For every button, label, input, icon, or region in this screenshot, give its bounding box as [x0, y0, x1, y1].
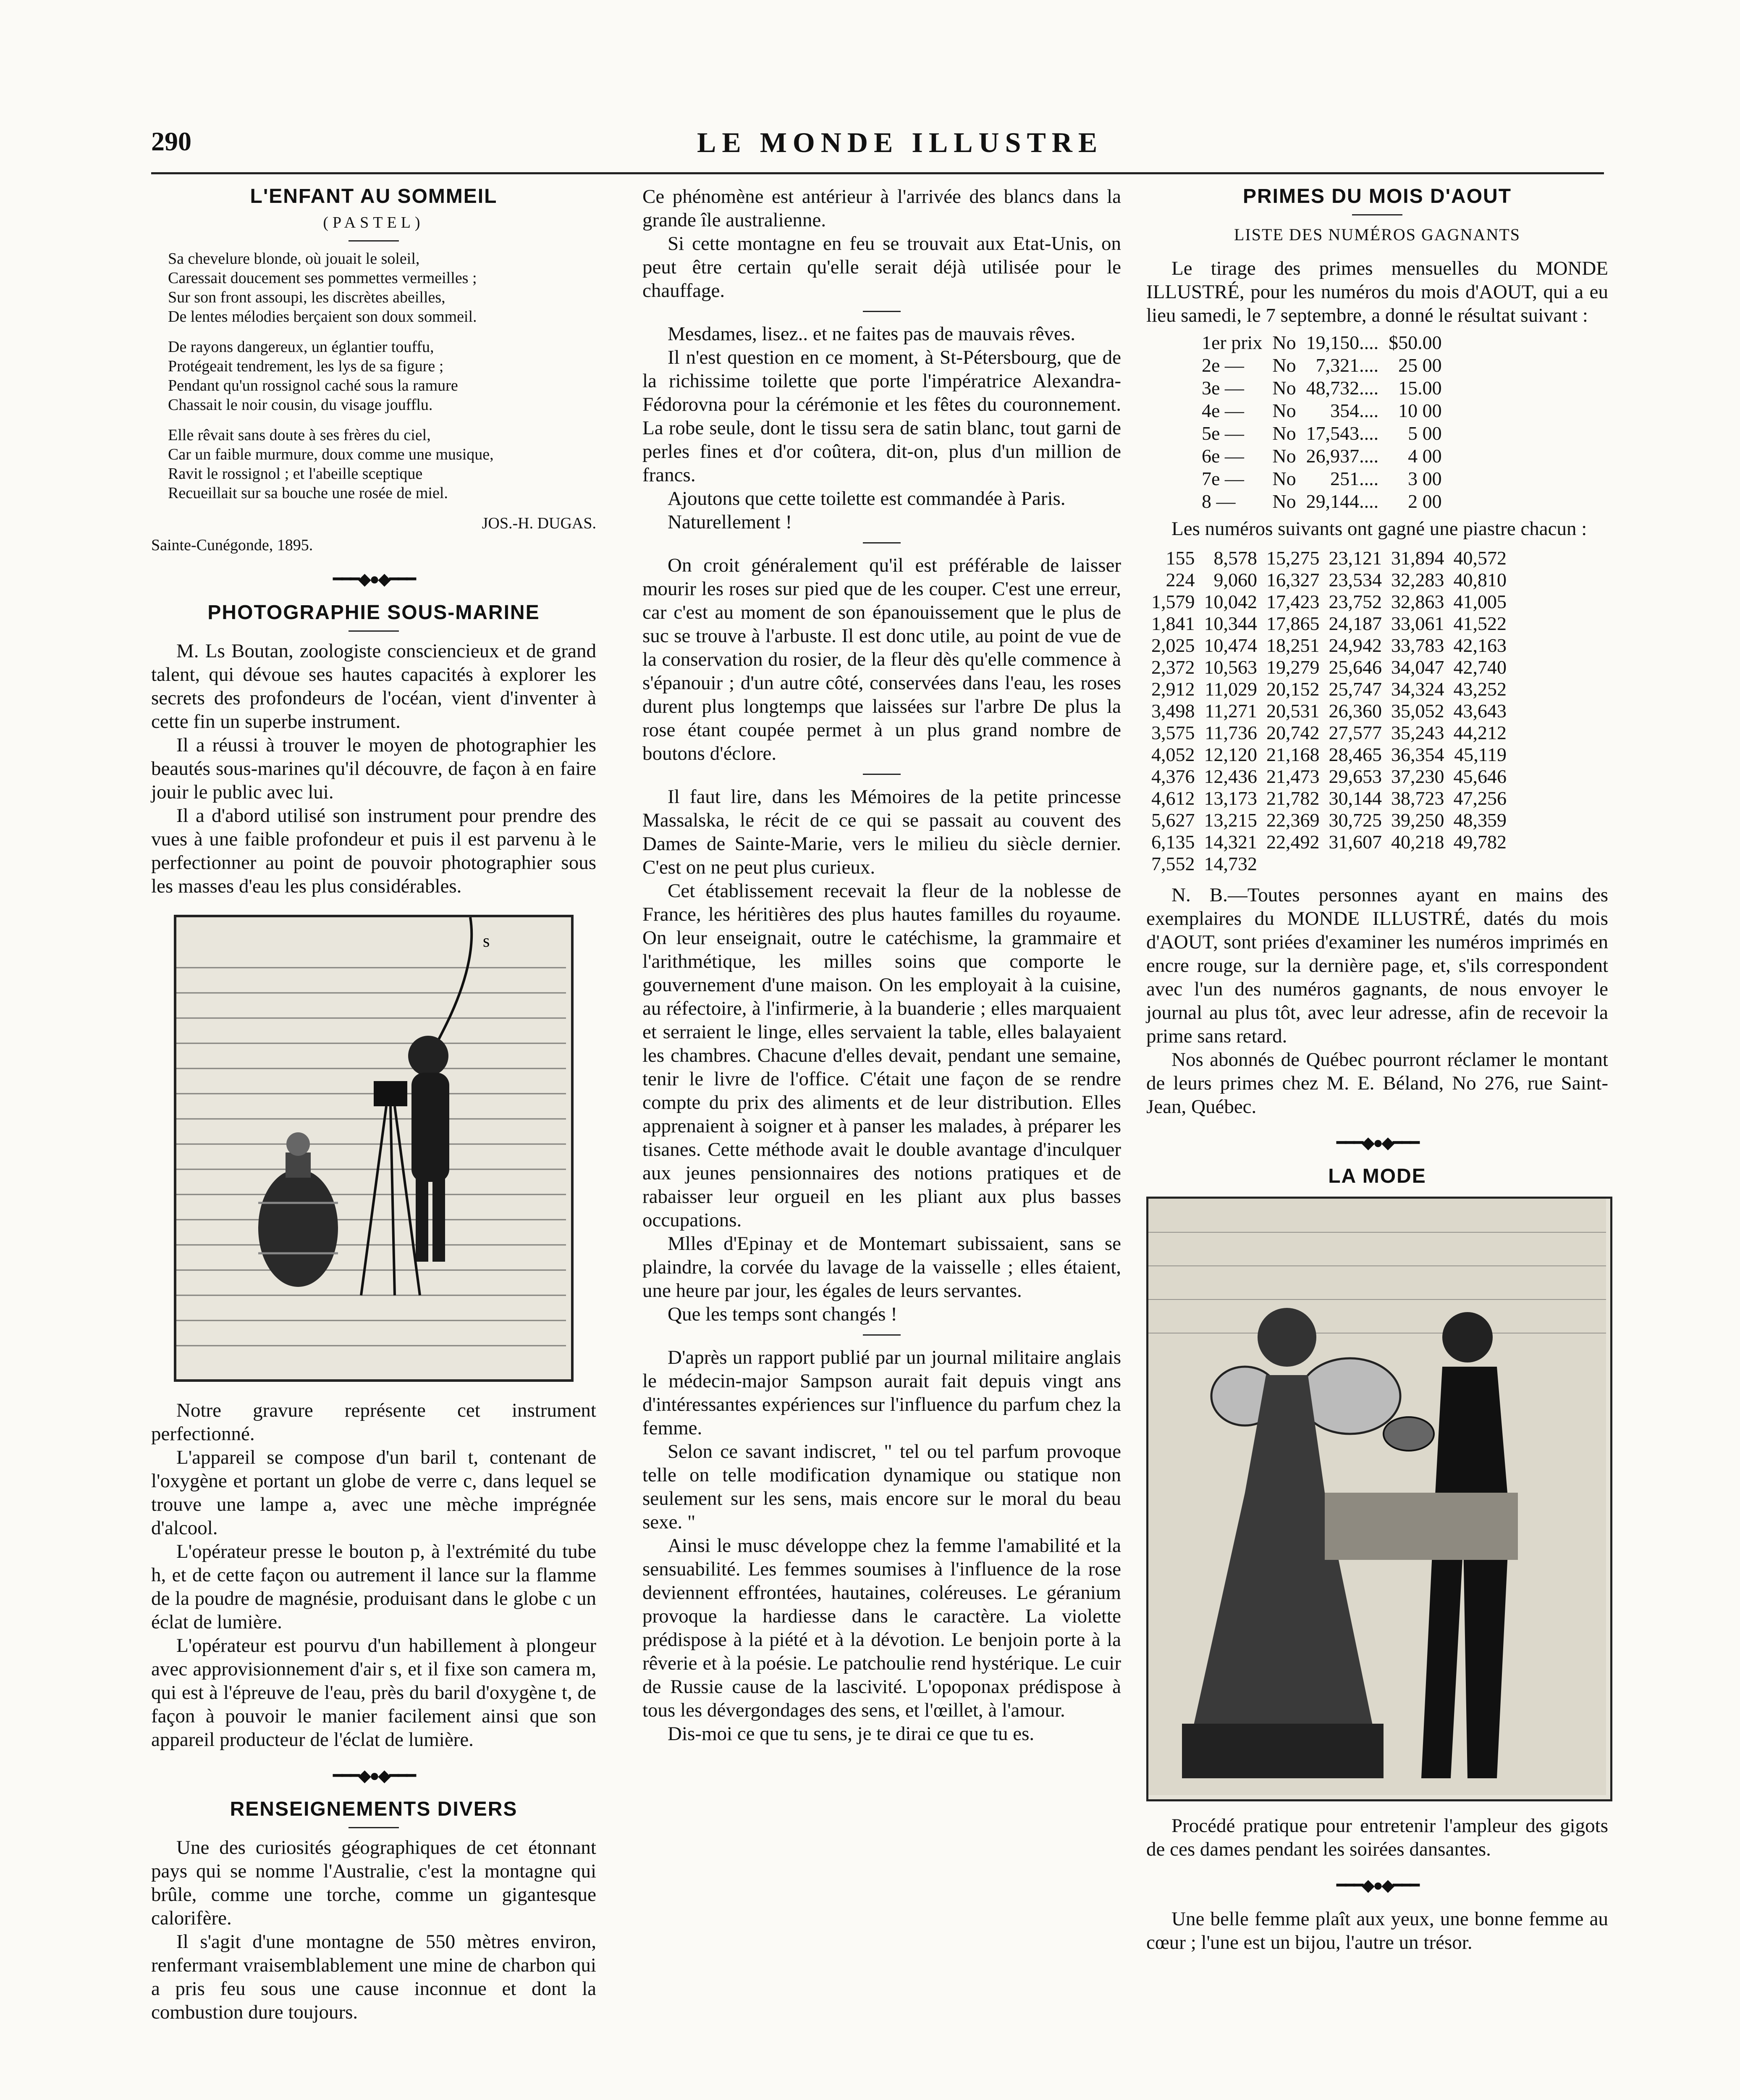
winning-number: 10,344 — [1204, 613, 1257, 634]
ornament-divider: ━━━◆●◆━━━ — [1336, 1876, 1418, 1895]
winning-number: 45,646 — [1453, 766, 1507, 787]
paragraph: Ajoutons que cette toilette est commandée à Paris. — [668, 488, 1066, 509]
poem-body — [151, 249, 596, 555]
winning-number: 2,372 — [1151, 656, 1195, 678]
fashion-caption: Procédé pratique pour entretenir l'ampleur des gigots de ces dames pendant les soirées dansantes. — [1146, 1815, 1608, 1860]
winning-number: 43,643 — [1453, 700, 1507, 722]
winning-number: 2,025 — [1151, 635, 1195, 656]
diver-illustration — [174, 915, 574, 1382]
prize-no: No — [1272, 377, 1296, 399]
divider — [863, 774, 901, 775]
winning-number: 3,575 — [1151, 722, 1195, 743]
numbers-row — [1146, 591, 1511, 613]
paragraph: Si cette montagne en feu se trouvait aux Etat-Unis, on peut être certain qu'elle serait déjà utilisée pour le chauffage. — [642, 233, 1121, 302]
numbers-row — [1146, 809, 1511, 831]
winning-number — [1324, 853, 1386, 875]
paragraph: L'opérateur presse le bouton p, à l'extrémité du tube h, et de cette façon ou autrement il lance sur la flamme de la poudre de magnésie, produisant dans le globe c un éclat de lumière. — [151, 1541, 596, 1633]
prize-amount: 2 00 — [1408, 491, 1442, 512]
prize-number: 48,732.... — [1306, 377, 1379, 399]
winning-number: 10,474 — [1204, 635, 1257, 656]
winning-number: 9,060 — [1213, 569, 1257, 591]
winning-number: 32,863 — [1391, 591, 1444, 612]
poem-section — [151, 185, 596, 555]
paragraph: L'appareil se compose d'un baril t, contenant de l'oxygène et portant un globe de verre c, dans lequel se trouve une lampe a, avec une mèche imprégnée d'alcool. — [151, 1446, 596, 1539]
winning-number: 34,324 — [1391, 678, 1444, 700]
winning-number: 1,579 — [1151, 591, 1195, 612]
winning-number: 5,627 — [1151, 809, 1195, 831]
winning-number: 35,052 — [1391, 700, 1444, 722]
verse-line: Ravit le rossignol ; et l'abeille sceptique — [168, 465, 423, 483]
winning-number — [1261, 853, 1324, 875]
prize-number: 19,150.... — [1306, 332, 1379, 353]
prize-rank: 3e — — [1202, 377, 1244, 399]
column-1 — [151, 185, 596, 2024]
paragraph: D'après un rapport publié par un journal militaire anglais le médecin-major Sampson aurait fait depuis vingt ans d'intéressantes expériences sur l'influence du parfum chez la femme. — [642, 1347, 1121, 1439]
figure-label-s: s — [483, 932, 490, 951]
winning-number: 31,607 — [1329, 831, 1382, 853]
prize-number: 354.... — [1330, 400, 1379, 421]
numbers-row — [1146, 678, 1511, 700]
winning-number: 155 — [1166, 547, 1195, 569]
numbers-row — [1146, 853, 1511, 875]
winning-number: 25,646 — [1329, 656, 1382, 678]
stanza — [168, 249, 596, 326]
winning-number: 21,168 — [1266, 744, 1320, 765]
prize-number: 251.... — [1330, 468, 1379, 489]
winning-number: 42,163 — [1453, 635, 1507, 656]
paragraph: On croit généralement qu'il est préférable de laisser mourir les roses sur pied que de les couper. C'est une erreur, car c'est au moment de son épanouissement que le plus de suc se trouve à l'arbuste. Il est donc utile, au point de vue de la conservation du rosier, de la fleur dès qu'elle commence à s'épanouir ; d'un autre côté, conservées dans l'eau, les roses durent plus longtemps que laissées sur l'arbre De plus la rose étant coupée permet à un plus grand nombre de boutons d'éclore. — [642, 554, 1121, 764]
winning-number: 16,327 — [1266, 569, 1320, 591]
section-title: RENSEIGNEMENTS DIVERS — [230, 1798, 518, 1820]
winning-number: 30,725 — [1329, 809, 1382, 831]
verse-line: Elle rêvait sans doute à ses frères du ciel, — [168, 426, 431, 444]
winning-number: 25,747 — [1329, 678, 1382, 700]
winning-number: 1,841 — [1151, 613, 1195, 634]
winning-number: 39,250 — [1391, 809, 1444, 831]
divider — [1352, 214, 1402, 215]
numbers-row — [1146, 700, 1511, 722]
paragraph: Ainsi le musc développe chez la femme l'amabilité et la sensuabilité. Les femmes soumises à l'influence de la rose deviennent effrontées, hautaines, coléreuses. Le géranium provoque la hardiesse dans le caractère. La violette prédispose à la piété et à la dévotion. Le benjoin porte à la rêverie et à la poésie. Le patchoulie rend hystérique. Le cuir de Russie cause de la lascivité. L'opoponax prédispose à tous les dévergondages des sens, et l'œillet, à l'amour. — [642, 1535, 1121, 1721]
winning-number: 12,120 — [1204, 744, 1257, 765]
verse-line: Recueillait sur sa bouche une rosée de miel. — [168, 484, 448, 502]
winning-number: 11,736 — [1205, 722, 1257, 743]
verse-line: Pendant qu'un rossignol caché sous la ramure — [168, 377, 458, 394]
numbers-row — [1146, 744, 1511, 766]
numbers-row — [1146, 547, 1511, 569]
winning-number: 13,215 — [1204, 809, 1257, 831]
winning-number: 41,005 — [1453, 591, 1507, 612]
prize-amount: 25 00 — [1398, 354, 1442, 376]
numbers-row — [1146, 569, 1511, 591]
paragraph: Notre gravure représente cet instrument perfectionné. — [151, 1399, 596, 1445]
winning-number: 40,572 — [1453, 547, 1507, 569]
winning-number: 24,942 — [1329, 635, 1382, 656]
winning-number: 22,492 — [1266, 831, 1320, 853]
section-title: LA MODE — [1328, 1165, 1426, 1187]
winning-number: 41,522 — [1453, 613, 1507, 634]
prize-number: 17,543.... — [1306, 423, 1379, 444]
divider — [863, 542, 901, 543]
winning-number: 22,369 — [1266, 809, 1320, 831]
prize-amount: 10 00 — [1398, 400, 1442, 421]
winning-number: 8,578 — [1213, 547, 1257, 569]
winning-number: 33,061 — [1391, 613, 1444, 634]
running-title: LE MONDE ILLUSTRE — [697, 126, 1103, 158]
winning-number: 35,243 — [1391, 722, 1444, 743]
winning-number: 4,052 — [1151, 744, 1195, 765]
column-3 — [1146, 185, 1608, 1954]
paragraph: N. B.—Toutes personnes ayant en mains des exemplaires du MONDE ILLUSTRÉ, datés du mois d'AOUT, sont priées d'examiner les numéros imprimés en encre rouge, sur la dernière page, et, s'ils correspondent avec l'un des numéros gagnants, de nous envoyer le journal au plus tôt, avec leur adresse, afin de recevoir la prime sans retard. — [1146, 884, 1608, 1047]
winning-number: 37,230 — [1391, 766, 1444, 787]
numbers-row — [1146, 635, 1511, 656]
winning-number: 23,752 — [1329, 591, 1382, 612]
page-header — [151, 126, 1604, 174]
paragraph: Il faut lire, dans les Mémoires de la petite princesse Massalska, le récit de ce qui se passait au couvent des Dames de Sainte-Marie, vers le milieu du siècle dernier. C'est on ne peut plus curieux. — [642, 786, 1121, 878]
winning-number: 38,723 — [1391, 788, 1444, 809]
page-number: 290 — [151, 126, 191, 156]
ornament-divider: ━━━◆●◆━━━ — [333, 570, 415, 588]
verse-line: Caressait doucement ses pommettes vermeilles ; — [168, 269, 477, 287]
winning-number: 47,256 — [1453, 788, 1507, 809]
winning-number: 43,252 — [1453, 678, 1507, 700]
numbers-row — [1146, 613, 1511, 635]
poem-subtitle: (PASTEL) — [323, 214, 425, 231]
winning-number: 11,271 — [1205, 700, 1257, 722]
renseignements-section — [151, 1798, 596, 2024]
prize-number: 29,144.... — [1306, 491, 1379, 512]
divider — [349, 240, 399, 242]
winning-number: 44,212 — [1453, 722, 1507, 743]
divider — [863, 311, 901, 312]
winning-number: 18,251 — [1266, 635, 1320, 656]
winning-number: 19,279 — [1266, 656, 1320, 678]
verse-line: Chassait le noir cousin, du visage joufflu. — [168, 396, 433, 414]
winning-number: 21,473 — [1266, 766, 1320, 787]
prize-row — [1197, 331, 1447, 354]
winning-number: 17,865 — [1266, 613, 1320, 634]
paragraph: Mesdames, lisez.. et ne faites pas de mauvais rêves. — [668, 323, 1076, 345]
paragraph: Naturellement ! — [668, 511, 792, 533]
diver-engraving — [176, 917, 566, 1374]
numbers-row — [1146, 831, 1511, 853]
numbers-row — [1146, 788, 1511, 809]
poem-title: L'ENFANT AU SOMMEIL — [250, 185, 498, 207]
winning-number: 6,135 — [1151, 831, 1195, 853]
prize-row — [1197, 445, 1447, 467]
paragraph: Ce phénomène est antérieur à l'arrivée des blancs dans la grande île australienne. — [642, 186, 1121, 231]
paragraph: M. Ls Boutan, zoologiste consciencieux et de grand talent, qui dévoue ses hautes capacités à explorer les secrets des profondeurs de l'océan, vient d'inventer à cette fin un superbe instrument. — [151, 640, 596, 732]
winning-number: 24,187 — [1329, 613, 1382, 634]
verse-line: Protégeait tendrement, les lys de sa figure ; — [168, 357, 444, 375]
winning-number: 27,577 — [1329, 722, 1382, 743]
winning-number: 3,498 — [1151, 700, 1195, 722]
prize-table — [1197, 331, 1447, 513]
winning-number: 20,531 — [1266, 700, 1320, 722]
verse-line: De lentes mélodies berçaient son doux sommeil. — [168, 308, 477, 326]
winning-number: 20,742 — [1266, 722, 1320, 743]
prize-amount: $50.00 — [1389, 332, 1442, 353]
divider — [349, 630, 399, 632]
paragraph: Nos abonnés de Québec pourront réclamer le montant de leurs primes chez M. E. Béland, No 276, rue Saint-Jean, Québec. — [1146, 1049, 1608, 1118]
paragraph: Mlles d'Epinay et de Montemart subissaient, sans se plaindre, la corvée du lavage de la vaisselle ; elles étaient, une heure par jour, les égales de leurs servantes. — [642, 1233, 1121, 1302]
winning-number — [1449, 853, 1511, 875]
prize-no: No — [1272, 423, 1296, 444]
prize-rank: 5e — — [1202, 423, 1244, 444]
paragraph: Le tirage des primes mensuelles du MONDE ILLUSTRÉ, pour les numéros du mois d'AOUT, qui a eu lieu samedi, le 7 septembre, a donné le résultat suivant : — [1146, 257, 1608, 326]
winning-number: 36,354 — [1391, 744, 1444, 765]
prize-no: No — [1272, 445, 1296, 467]
paragraph: L'opérateur est pourvu d'un habillement à plongeur avec approvisionnement d'air s, et il fixe son camera m, qui est à l'épreuve de l'eau, près du baril d'oxygène t, de façon à pouvoir le manier facilement ainsi que son appareil producteur de l'éclat de lumière. — [151, 1635, 596, 1751]
winning-number: 224 — [1166, 569, 1195, 591]
paragraph: Il s'agit d'une montagne de 550 mètres environ, renfermant vraisemblablement une mine de charbon qui a pris feu sous une cause inconnue et dont la combustion dure toujours. — [151, 1931, 596, 2023]
prize-row — [1197, 422, 1447, 445]
winning-number: 40,218 — [1391, 831, 1444, 853]
prize-rank: 7e — — [1202, 468, 1244, 489]
prize-rank: 6e — — [1202, 445, 1244, 467]
paragraph: Selon ce savant indiscret, " tel ou tel parfum provoque telle on telle modification dynamique ou statique non seulement sur les sens, mais encore sur le moral du beau sexe. " — [642, 1441, 1121, 1533]
divider — [349, 1827, 399, 1828]
prize-no: No — [1272, 491, 1296, 512]
photo-section — [151, 601, 596, 1751]
stanza — [168, 337, 596, 415]
winning-number: 2,912 — [1151, 678, 1195, 700]
paragraph: Une des curiosités géographiques de cet étonnant pays qui se nomme l'Australie, c'est la montagne qui brûle, comme une torche, comme un gigantesque calorifère. — [151, 1837, 596, 1929]
prize-number: 7,321.... — [1315, 354, 1379, 376]
winning-number: 42,740 — [1453, 656, 1507, 678]
winning-numbers-table — [1146, 547, 1511, 875]
stanza — [168, 425, 596, 503]
winning-number: 4,376 — [1151, 766, 1195, 787]
numbers-row — [1146, 656, 1511, 678]
section-title: PHOTOGRAPHIE SOUS-MARINE — [207, 601, 540, 624]
paragraph: Les numéros suivants ont gagné une piastre chacun : — [1171, 518, 1587, 540]
numbers-row — [1146, 722, 1511, 744]
winning-number: 15,275 — [1266, 547, 1320, 569]
prize-number: 26,937.... — [1306, 445, 1379, 467]
paragraph: Que les temps sont changés ! — [668, 1303, 897, 1325]
winning-number: 40,810 — [1453, 569, 1507, 591]
prize-amount: 3 00 — [1408, 468, 1442, 489]
winning-number: 13,173 — [1204, 788, 1257, 809]
prize-row — [1197, 399, 1447, 422]
verse-line: Sur son front assoupi, les discrètes abeilles, — [168, 289, 445, 306]
winning-number: 7,552 — [1151, 853, 1195, 874]
prize-row — [1197, 490, 1447, 513]
winning-number: 12,436 — [1204, 766, 1257, 787]
fashion-engraving — [1148, 1199, 1606, 1795]
column-2 — [642, 185, 1121, 1746]
winning-number: 33,783 — [1391, 635, 1444, 656]
winning-number: 14,321 — [1204, 831, 1257, 853]
prize-amount: 4 00 — [1408, 445, 1442, 467]
fashion-illustration — [1146, 1197, 1612, 1801]
winning-number: 23,121 — [1329, 547, 1382, 569]
poem-author: JOS.-H. DUGAS. — [482, 514, 596, 532]
winning-number: 14,732 — [1204, 853, 1257, 874]
winning-number: 10,042 — [1204, 591, 1257, 612]
verse-line: De rayons dangereux, un églantier touffu, — [168, 338, 434, 356]
verse-line: Sa chevelure blonde, où jouait le soleil, — [168, 250, 420, 268]
paragraph: Il n'est question en ce moment, à St-Pétersbourg, que de la richissime toilette que porte l'impératrice Alexandra-Fédorovna pour la cérémonie et les fêtes du couronnement. La robe seule, dont le tissu sera de satin blanc, tout garni de perles fines et d'or coûtera, dit-on, plus d'un million de francs. — [642, 346, 1121, 486]
prize-row — [1197, 467, 1447, 490]
ornament-divider: ━━━◆●◆━━━ — [333, 1766, 415, 1785]
prize-no: No — [1272, 354, 1296, 376]
verse-line: Car un faible murmure, doux comme une musique, — [168, 446, 494, 463]
winning-number: 31,894 — [1391, 547, 1444, 569]
numbers-row — [1146, 766, 1511, 788]
paragraph: Cet établissement recevait la fleur de la noblesse de France, les héritières des plus hautes familles du royaume. On leur enseignait, outre le catéchisme, la grammaire et l'arithmétique, les milles soins que comporte le gouvernement d'une maison. On les employait à la cuisine, au réfectoire, à l'infirmerie, à la buanderie ; elles marquaient et serraient le linge, elles servaient la table, elles balayaient les chambres. Chacune d'elles devait, pendant une semaine, tenir le livre de l'office. C'était une façon de se rendre compte du prix des aliments et de leur distribution. Elles apprenaient à soigner et à panser les malades, à préparer les tisanes. Cette méthode avait le double avantage d'inculquer aux jeunes pensionnaires des notions pratiques et de rabaisser leur orgueil en les pliant aux plus basses occupations. — [642, 880, 1121, 1231]
winning-number — [1386, 853, 1449, 875]
winning-number: 11,029 — [1205, 678, 1257, 700]
ornament-divider: ━━━◆●◆━━━ — [1336, 1133, 1418, 1152]
winning-number: 30,144 — [1329, 788, 1382, 809]
winning-number: 26,360 — [1329, 700, 1382, 722]
prize-amount: 5 00 — [1408, 423, 1442, 444]
winning-number: 4,612 — [1151, 788, 1195, 809]
prize-no: No — [1272, 468, 1296, 489]
prize-rank: 4e — — [1202, 400, 1244, 421]
prize-no: No — [1272, 400, 1296, 421]
prize-rank: 8 — — [1202, 491, 1236, 512]
prize-rank: 2e — — [1202, 354, 1244, 376]
winning-number: 28,465 — [1329, 744, 1382, 765]
paragraph: Il a d'abord utilisé son instrument pour prendre des vues à une faible profondeur et puis il est parvenu à le perfectionner au point de pouvoir photographier sous les masses d'eau les plus considérables. — [151, 805, 596, 897]
prize-row — [1197, 377, 1447, 399]
section-subtitle: LISTE DES NUMÉROS GAGNANTS — [1234, 225, 1521, 244]
paragraph: Dis-moi ce que tu sens, je te dirai ce que tu es. — [668, 1723, 1035, 1745]
prize-amount: 15.00 — [1398, 377, 1442, 399]
winning-number: 34,047 — [1391, 656, 1444, 678]
winning-number: 49,782 — [1453, 831, 1507, 853]
winning-number: 32,283 — [1391, 569, 1444, 591]
divider — [863, 1334, 901, 1336]
prize-rank: 1er prix — [1202, 332, 1263, 353]
winning-number: 23,534 — [1329, 569, 1382, 591]
paragraph: Il a réussi à trouver le moyen de photographier les beautés sous-marines qu'il découvre, de façon à en faire jouir le public avec lui. — [151, 734, 596, 803]
prize-row — [1197, 354, 1447, 377]
prize-no: No — [1272, 332, 1296, 353]
winning-number: 20,152 — [1266, 678, 1320, 700]
winning-number: 10,563 — [1204, 656, 1257, 678]
poem-place-date: Sainte-Cunégonde, 1895. — [151, 536, 313, 554]
winning-number: 29,653 — [1329, 766, 1382, 787]
winning-number: 17,423 — [1266, 591, 1320, 612]
winning-number: 45,119 — [1454, 744, 1507, 765]
section-title: PRIMES DU MOIS D'AOUT — [1242, 185, 1512, 207]
winning-number: 48,359 — [1453, 809, 1507, 831]
quote: Une belle femme plaît aux yeux, une bonne femme au cœur ; l'une est un bijou, l'autre un trésor. — [1146, 1908, 1608, 1953]
winning-number: 21,782 — [1266, 788, 1320, 809]
